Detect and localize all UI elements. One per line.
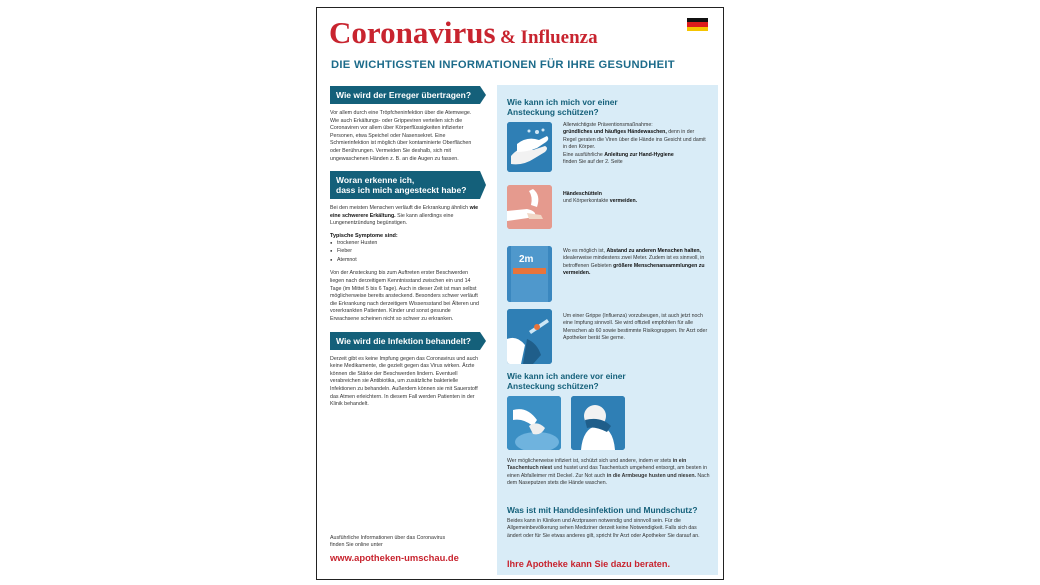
text-fragment: Nach dem Naseputzen stets die Hände waschen. xyxy=(507,472,710,487)
symptom-item: ● Atemnot xyxy=(330,256,480,265)
section-text-incubation: Von der Ansteckung bis zum Auftreten erster Beschwerden liegen nach derzeitigem Kenntnisstand zwischen ein und 14 Tage (im Mittel 5 bis 6 Tage). Auch in dieser Zeit ist man selbst möglicherweise bereits ansteckend. Besonders schwer verläuft die Erkrankung nach derzeitigem Wissensstand bei Älteren und vorerkrankten Patienten. Kinder und sonst gesunde Erwachsene scheinen nicht so schwer zu erkranken. xyxy=(330,270,479,322)
sneeze-tissue-illustration-icon xyxy=(507,396,561,450)
title-amp: & Influenza xyxy=(499,27,598,48)
text-fragment: Wo es möglich ist, xyxy=(563,248,605,254)
text-fragment: und hustet und das Taschentuch umgehend entsorgt, am besten in einen Abfalleimer mit Deckel. Zur Not auch xyxy=(507,465,707,479)
symptom-item: ● Fieber xyxy=(330,247,480,256)
section-head-transmission: Wie wird der Erreger übertragen? xyxy=(330,86,480,104)
symptom-item: ● trockener Husten xyxy=(330,239,480,248)
text-bold: Anleitung zur Hand-Hygiene xyxy=(604,151,674,158)
left-column xyxy=(330,86,480,414)
text-fragment: Sie kann allerdings eine Lungenentzündung begünstigen. xyxy=(330,212,454,227)
tip-distance-text xyxy=(563,248,709,278)
text-bold: Abstand zu anderen Menschen halten, xyxy=(606,248,701,254)
handshake-illustration-icon xyxy=(507,185,552,229)
right-head-others xyxy=(507,371,707,391)
text-fragment: und Körperkontakte xyxy=(563,198,609,205)
vaccination-illustration-icon xyxy=(507,309,552,364)
section-head-symptoms xyxy=(330,171,480,199)
title-main: Coronavirus xyxy=(329,15,496,50)
poster-subtitle: DIE WICHTIGSTEN INFORMATIONEN FÜR IHRE GESUNDHEIT xyxy=(331,59,675,71)
text-bold: in ein Taschentuch niest xyxy=(507,458,687,472)
tip-handwashing-text xyxy=(563,122,709,166)
symptoms-label: Typische Symptome sind: xyxy=(330,232,398,239)
section-head-treatment: Wie wird die Infektion behandelt? xyxy=(330,332,480,350)
tip-vaccination-text: Um einer Grippe (Influenza) vorzubeugen, ist auch jetzt noch eine Impfung sinnvoll. Sie wird offiziell empfohlen für alle Menschen ab 60 sowie bestimmte Risikogruppen. Ihr Arzt oder Apotheker berät Sie gerne. xyxy=(563,313,708,342)
left-footer xyxy=(330,535,500,563)
tip-no-handshake-text xyxy=(563,191,709,206)
right-head-self xyxy=(507,97,707,117)
text-fragment: finden Sie auf der 2. Seite xyxy=(563,159,623,166)
right-head-self-line2: Ansteckung schützen? xyxy=(507,107,599,117)
section-text-treatment: Derzeit gibt es keine Impfung gegen das Coronavirus und auch keine Medikamente, die gezielt gegen das Virus wirken. Ärzte können die Stärke der Beschwerden lindern. Eventuell verabreichen sie Antibiotika, um zusätzliche bakterielle Infektionen zu behandeln. Außerdem können sie mit Sauerstoff das Atmen erleichtern. In diesem Fall werden Patienten in der Klinik behandelt. xyxy=(330,355,479,408)
right-head-others-line1: Wie kann ich andere vor einer xyxy=(507,371,626,381)
text-bold: gründliches und häufiges Händewaschen, xyxy=(563,129,667,136)
right-head-self-line1: Wie kann ich mich vor einer xyxy=(507,97,618,107)
text-fragment: Allerwichtigste Präventionsmaßnahme: xyxy=(563,122,653,128)
pharmacy-advice: Ihre Apotheke kann Sie dazu beraten. xyxy=(507,559,671,569)
text-bold: Händeschütteln xyxy=(563,191,602,197)
footer-text-1: Ausführliche Informationen über das Coronavirus xyxy=(330,535,446,541)
text-fragment: idealerweise mindestens zwei Meter. Zudem ist es sinnvoll, in betroffenen Gebieten xyxy=(563,255,705,269)
text-fragment: Eine ausführliche xyxy=(563,151,603,158)
text-bold: in die Armbeuge husten und niesen. xyxy=(606,472,696,479)
section-head-symptoms-line1: Woran erkenne ich, xyxy=(336,175,415,186)
footer-text-2: finden Sie online unter xyxy=(330,542,383,549)
right-head-disinfection: Was ist mit Handdesinfektion und Mundschutz? xyxy=(507,505,698,515)
text-fragment: denn in der Regel geraten die Viren über die Hände ins Gesicht und damit in den Körper. xyxy=(563,129,706,151)
disinfection-text: Beides kann in Kliniken und Arztpraxen notwendig und sinnvoll sein. Für die Allgemeinbevölkerung sehen Mediziner derzeit keine Notwendigkeit. Falls sich das ändert oder für Sie etwas anderes gilt, spricht Ihr Arzt oder Apotheker Sie darauf an. xyxy=(507,518,700,539)
text-fragment: Bei den meisten Menschen verläuft die Erkrankung ähnlich xyxy=(330,205,469,212)
text-fragment: Wer möglicherweise infiziert ist, schützt sich und andere, indem er stets xyxy=(507,458,672,464)
right-head-others-line2: Ansteckung schützen? xyxy=(507,381,599,391)
german-flag-icon xyxy=(687,18,708,31)
text-bold: vermeiden. xyxy=(609,198,638,205)
text-bold: wie eine schwerere Erkältung. xyxy=(330,205,479,219)
sneeze-elbow-illustration-icon xyxy=(571,396,625,450)
distance-illustration-icon xyxy=(507,246,552,302)
footer-url-link[interactable]: www.apotheken-umschau.de xyxy=(330,551,459,563)
section-head-symptoms-line2: dass ich mich angesteckt habe? xyxy=(336,185,467,196)
section-text-symptoms xyxy=(330,205,480,228)
right-column xyxy=(497,85,718,575)
handwashing-illustration-icon xyxy=(507,122,552,172)
distance-badge: 2m xyxy=(519,254,534,265)
text-bold: größere Menschenansammlungen zu vermeiden. xyxy=(563,262,705,277)
section-text-transmission: Vor allem durch eine Tröpfcheninfektion über die Atemwege. Wie auch Erkältungs- oder Grippeviren verteilen sich die Coronaviren vor allem über Körperflüssigkeiten infizierter Personen, etwa Speichel oder Nasensekret. Eine Schmierinfektion ist möglich über kontaminierte Oberflächen oder Berührungen. Vermeiden Sie deshalb, sich mit ungewaschenen Händen z. B. an die Augen zu fassen. xyxy=(330,110,472,162)
info-poster xyxy=(316,7,724,580)
others-text xyxy=(507,458,710,488)
poster-title xyxy=(329,16,689,50)
